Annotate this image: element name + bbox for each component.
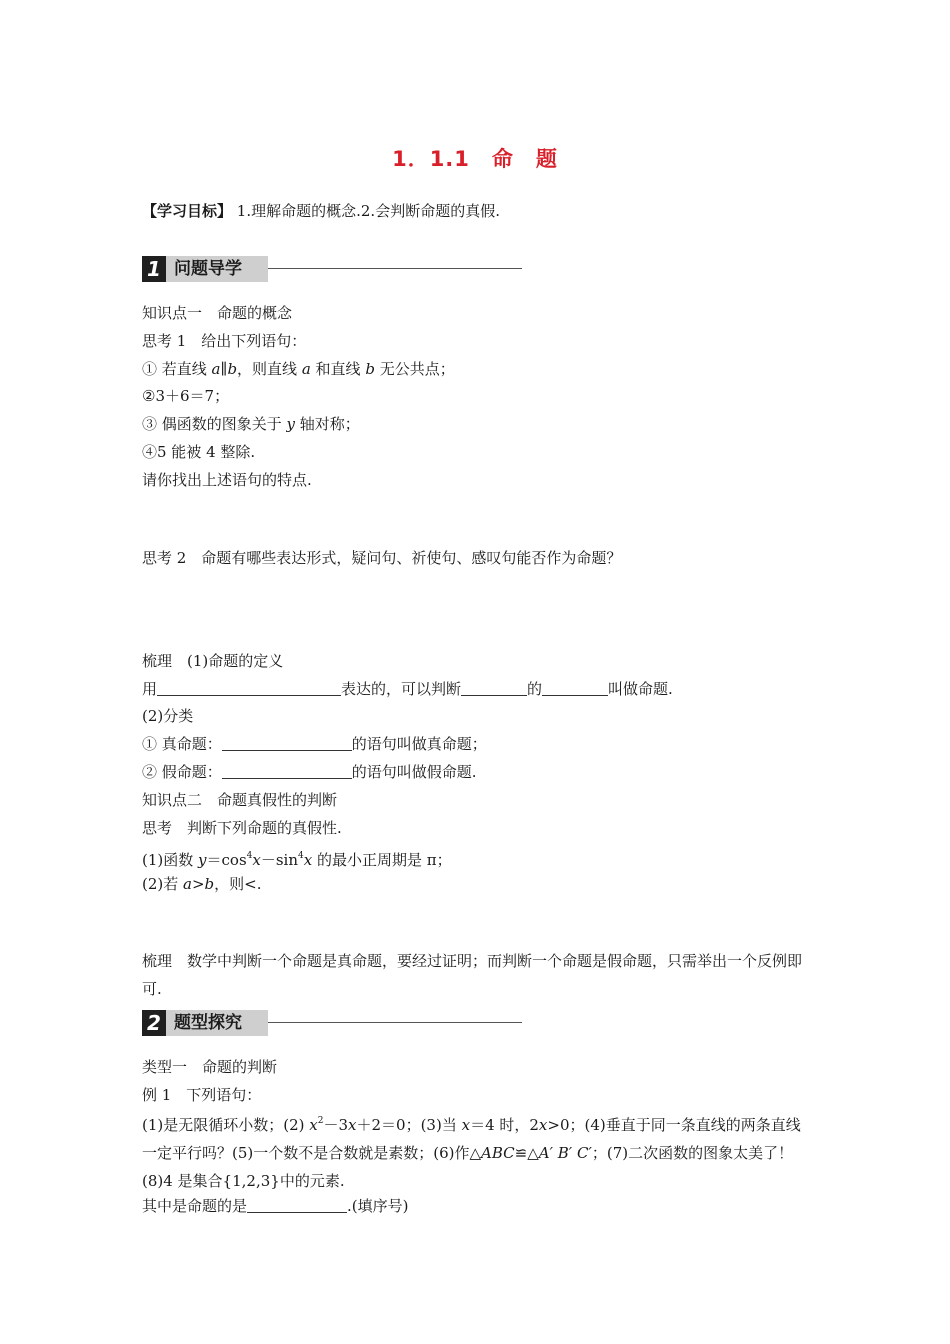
text-seg: 的语句叫做真命题； bbox=[351, 735, 487, 753]
kp2-think: 思考 判断下列命题的真假性. bbox=[142, 819, 342, 837]
text-seg: 叫做命题. bbox=[608, 680, 673, 698]
statement-2: ②3＋6＝7； bbox=[142, 387, 230, 405]
statement-1 bbox=[142, 359, 455, 379]
var: y bbox=[286, 415, 296, 433]
var: x bbox=[303, 851, 313, 869]
section-divider bbox=[268, 1022, 522, 1023]
var: a bbox=[301, 360, 311, 378]
text-seg: ① 若直线 bbox=[142, 360, 212, 378]
var: x bbox=[309, 1116, 318, 1134]
text-seg: 其中是命题的是 bbox=[142, 1197, 248, 1215]
summary1-heading: 梳理 (1)命题的定义 bbox=[142, 652, 284, 670]
false-proposition-line bbox=[142, 762, 477, 782]
question-1 bbox=[142, 846, 452, 870]
definition-line bbox=[142, 679, 673, 699]
text-seg: >0；(4)垂直于同一条直线的两条直线一定平行吗？(5)一个数不是合数就是素数；(6)作△ bbox=[142, 1116, 801, 1162]
example-1: 例 1 下列语句： bbox=[142, 1086, 262, 1104]
var: ABC bbox=[481, 1144, 515, 1162]
var: x bbox=[538, 1116, 548, 1134]
learning-objective bbox=[142, 201, 500, 221]
text-seg: ，则直线 bbox=[237, 360, 302, 378]
fill-blank[interactable] bbox=[461, 679, 527, 696]
text-seg: －3 bbox=[323, 1116, 349, 1134]
var: x bbox=[348, 1116, 357, 1134]
text-seg: ；(7)二次函数的图象太美了！(8)4 是集合{1,2,3}中的元素. bbox=[142, 1144, 794, 1190]
objective-label: 【学习目标】 bbox=[142, 202, 233, 220]
answer-blank[interactable] bbox=[247, 1196, 347, 1213]
kp1-heading: 知识点一 命题的概念 bbox=[142, 304, 293, 322]
example-1-answer bbox=[142, 1196, 409, 1216]
fill-blank[interactable] bbox=[542, 679, 608, 696]
text-seg: ＋2＝0；(3)当 bbox=[356, 1116, 462, 1134]
exponent: 4 bbox=[298, 851, 304, 861]
var: A′ B′ C′ bbox=[538, 1144, 592, 1162]
text-seg: 的 bbox=[527, 680, 543, 698]
text-seg: 的语句叫做假命题. bbox=[351, 763, 477, 781]
think1: 思考 1 给出下列语句： bbox=[142, 332, 307, 350]
text-seg: (1)函数 bbox=[142, 851, 199, 869]
text-seg: ③ 偶函数的图象关于 bbox=[142, 415, 287, 433]
var: x bbox=[252, 851, 261, 869]
text-seg: 用 bbox=[142, 680, 158, 698]
section-number: 1 bbox=[142, 256, 166, 282]
think1-ask: 请你找出上述语句的特点. bbox=[142, 471, 312, 489]
example-1-body bbox=[142, 1107, 814, 1195]
section-label: 问题导学 bbox=[166, 256, 268, 282]
fill-blank[interactable] bbox=[222, 734, 352, 751]
var: a>b bbox=[183, 875, 215, 893]
fill-blank[interactable] bbox=[157, 679, 341, 696]
text-seg: 表达的，可以判断 bbox=[341, 680, 462, 698]
text-seg: 轴对称； bbox=[295, 415, 360, 433]
kp2-heading: 知识点二 命题真假性的判断 bbox=[142, 791, 338, 809]
exponent: 2 bbox=[317, 1116, 324, 1126]
question-2 bbox=[142, 874, 262, 894]
text-seg: ∥ bbox=[220, 360, 228, 378]
var: y bbox=[198, 851, 207, 869]
section-number: 2 bbox=[142, 1010, 166, 1036]
statement-4: ④5 能被 4 整除. bbox=[142, 443, 256, 461]
think2: 思考 2 命题有哪些表达形式，疑问句、祈使句、感叹句能否作为命题？ bbox=[142, 549, 622, 567]
summary2: 梳理 数学中判断一个命题是真命题，要经过证明；而判断一个命题是假命题，只需举出一个反例即可. bbox=[142, 952, 803, 998]
type1-heading: 类型一 命题的判断 bbox=[142, 1058, 278, 1076]
text-seg: ≌△ bbox=[514, 1144, 539, 1162]
true-proposition-line bbox=[142, 734, 487, 754]
text-seg: ② 假命题： bbox=[142, 763, 222, 781]
text-seg: ① 真命题： bbox=[142, 735, 222, 753]
statement-3 bbox=[142, 414, 360, 434]
text-seg: ＝cos bbox=[206, 851, 247, 869]
text-seg: －sin bbox=[260, 851, 299, 869]
text-seg: (2)若 bbox=[142, 875, 184, 893]
exponent: 4 bbox=[246, 851, 253, 861]
classification: (2)分类 bbox=[142, 707, 194, 725]
var: x bbox=[461, 1116, 471, 1134]
var: b bbox=[365, 360, 375, 378]
text-seg: ，则<. bbox=[214, 875, 262, 893]
page-title: 1．1.1 命 题 bbox=[392, 147, 558, 171]
text-seg: 和直线 bbox=[310, 360, 366, 378]
fill-blank[interactable] bbox=[222, 762, 352, 779]
objective-text: 1.理解命题的概念.2.会判断命题的真假. bbox=[236, 202, 500, 220]
section-divider bbox=[268, 268, 522, 269]
text-seg: ＝4 时，2 bbox=[470, 1116, 539, 1134]
var: a bbox=[211, 360, 221, 378]
var: b bbox=[227, 360, 238, 378]
text-seg: 无公共点； bbox=[374, 360, 455, 378]
text-seg: .(填序号) bbox=[347, 1197, 409, 1215]
text-seg: 的最小正周期是 π； bbox=[312, 851, 452, 869]
section-label: 题型探究 bbox=[166, 1010, 268, 1036]
text-seg: (1)是无限循环小数；(2) bbox=[142, 1116, 310, 1134]
